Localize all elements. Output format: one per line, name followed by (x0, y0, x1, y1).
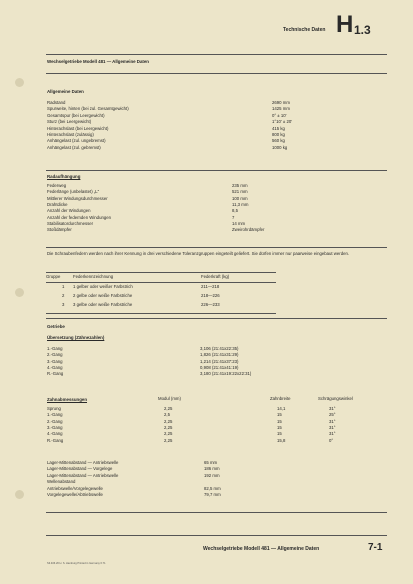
row-label: Drahtdicke (47, 201, 68, 207)
row-label: Gesamtspur (bei Leergewicht) (47, 112, 105, 118)
feder-cell: 1 gelber oder weißer Farbstrich (73, 284, 133, 289)
zahn-cell: 1.-Gang (47, 412, 63, 418)
zahn-header-1: Modul (mm) (158, 396, 181, 401)
row-label: Lager-Mittenabstand — Antriebswelle (47, 472, 119, 478)
row-value: 1425 mm (272, 106, 290, 112)
footer-rule (46, 535, 387, 536)
row-value: 7 (232, 214, 235, 220)
section-uebersetzung: Übersetzung (Zähnezahlen) (47, 335, 105, 340)
row-value: 8,5 (232, 208, 238, 214)
feder-cell: 2 gelbe oder weiße Farbstriche (73, 293, 133, 298)
feder-cell: 211—218 (201, 284, 220, 289)
zahn-cell: 31° (329, 431, 336, 437)
zahn-cell: 15,8 (277, 437, 286, 443)
zahn-cell: 31° (329, 406, 336, 411)
section-getriebe: Getriebe (47, 324, 65, 329)
row-label: R.-Gang (47, 371, 64, 377)
row-value: 3,106 (21:41x22:35) (200, 346, 239, 351)
row-value: 1°10' ± 20' (272, 119, 293, 125)
zahn-cell: 14,1 (277, 406, 286, 411)
divider (46, 170, 387, 171)
punch-hole (15, 288, 24, 297)
punch-hole (15, 78, 24, 87)
feder-cell: 2 (62, 293, 65, 298)
zahn-cell: 2,25 (164, 437, 173, 443)
row-value: 235 mm (232, 183, 248, 188)
zahn-cell: 2,25 (164, 406, 173, 411)
row-label: 2.-Gang (47, 352, 63, 358)
print-code: S3.406.20 H. S. Hamburg Printed in Germany 6.71 (47, 562, 106, 565)
zahn-cell: 15 (277, 431, 282, 437)
row-label: Wellenabstand (47, 479, 76, 485)
header-label: Technische Daten (283, 27, 326, 33)
section-allgemeine: Allgemeine Daten (47, 89, 84, 94)
row-value: 560 kg (272, 138, 285, 144)
footer-title: Wechselgetriebe Modell 481 — Allgemeine Daten (203, 546, 320, 552)
row-label: Radstand (47, 100, 66, 105)
row-label: Anhängelast (zul. gebremst) (47, 144, 101, 150)
row-label: Federlänge (unbelastet) „L" (47, 189, 100, 195)
doc-title: Wechselgetriebe Modell 481 — Allgemeine Daten (47, 59, 149, 64)
page-number: 7-1 (368, 542, 383, 553)
zahn-header-0: Zahnabmessungen (47, 397, 88, 402)
row-value: 14 mm (232, 220, 246, 226)
row-value: 0° ± 10' (272, 112, 287, 118)
punch-hole (15, 490, 24, 499)
divider (46, 247, 387, 248)
row-value: 82,5 mm (204, 485, 221, 491)
note-text: Die Schraubenfedern werden nach ihrer Kennung in drei verschiedene Toleranzgruppen eingeteilt geliefert. Sie dürfen immer nur paarweise eingebaut werden. (47, 251, 350, 256)
header-number: 1.3 (354, 23, 371, 37)
feder-cell: 218—226 (201, 293, 220, 298)
row-value: 11,3 mm (232, 201, 249, 207)
row-label: 1.-Gang (47, 346, 63, 351)
row-label: Stabilisatordurchmesser (47, 220, 94, 226)
row-value: 1,826 (21:41x31:29) (200, 352, 239, 358)
zahn-cell: 2,5 (164, 412, 170, 418)
zahn-cell: 31° (329, 424, 336, 430)
feder-cell: 3 (62, 302, 65, 307)
row-label: Mittlerer Windungsdurchmesser (47, 195, 108, 201)
row-label: Hinterachslast (bei Leergewicht) (47, 125, 109, 131)
row-label: Anzahl der Windungen (47, 208, 91, 214)
row-label: Antriebswelle/Vorgelegewelle (47, 485, 103, 491)
row-label: Anzahl der federnden Windungen (47, 214, 112, 220)
row-label: Hinterachslast (zulässig) (47, 132, 94, 137)
zahn-header-2: Zahnbreite (270, 396, 291, 401)
feder-cell: 3 gelbe oder weiße Farbstriche (73, 302, 133, 307)
section-radaufhaengung: Radaufhängung (47, 174, 81, 179)
feder-table (46, 272, 276, 314)
zahn-cell: 2,25 (164, 431, 173, 437)
row-value: 192 mm (204, 472, 220, 478)
feder-header-kennzeichnung: Federkennzeichnung (73, 274, 114, 279)
row-value: 521 mm (232, 189, 248, 195)
row-value: 100 mm (232, 195, 248, 201)
row-value: 3,180 (21:41x19:22x22:31) (200, 371, 252, 377)
row-value: 415 kg (272, 125, 285, 131)
zahn-cell: R.-Gang (47, 437, 64, 443)
feder-header-gruppe: Gruppe (46, 274, 61, 279)
zahn-cell: 2,25 (164, 424, 173, 430)
title-rule-top (46, 54, 387, 55)
divider (46, 318, 387, 319)
zahn-cell: 4.-Gang (47, 431, 63, 437)
feder-cell: 1 (62, 284, 65, 289)
row-label: Spurweite, hinten (bei zul. Gesamtgewicht) (47, 106, 129, 112)
divider (46, 512, 387, 513)
zahn-cell: 15 (277, 412, 282, 418)
zahn-cell: 31° (329, 418, 336, 424)
zahn-cell: 3.-Gang (47, 424, 63, 430)
row-label: Sturz (bei Leergewicht) (47, 119, 92, 125)
row-label: Lager-Mittenabstand — Antriebswelle (47, 460, 119, 465)
feder-header-kraft: Federkraft (kg) (201, 274, 230, 279)
row-value: 65 mm (204, 460, 218, 465)
row-value: 1,214 (21:41x37:23) (200, 358, 239, 364)
row-value: 800 kg (272, 132, 285, 137)
header-letter: H (336, 11, 354, 38)
zahn-header-3: Schrägungswinkel (318, 396, 353, 401)
zahn-cell: 15 (277, 418, 282, 424)
row-value: 2690 mm (272, 100, 290, 105)
zahn-cell: Sprung (47, 406, 61, 411)
title-rule-bottom (46, 73, 387, 74)
zahn-cell: 15 (277, 424, 282, 430)
row-label: Federweg (47, 183, 67, 188)
row-value: 1000 kg (272, 144, 288, 150)
row-value: 79,7 mm (204, 492, 221, 497)
zahn-cell: 2,25 (164, 418, 173, 424)
row-label: Anhängelast (zul. ungebremst) (47, 138, 106, 144)
zahn-cell: 25° (329, 412, 336, 418)
row-value: 186 mm (204, 466, 220, 472)
zahn-cell: 2.-Gang (47, 418, 63, 424)
row-label: 4.-Gang (47, 364, 63, 370)
row-value: Zweirohrdämpfer (232, 227, 265, 233)
row-value: 0,908 (21:41x41:19) (200, 364, 239, 370)
row-label: Vorgelegewelle/Abtriebswelle (47, 492, 103, 497)
row-label: Stoßdämpfer (47, 227, 72, 233)
zahn-cell: 0° (329, 437, 334, 443)
row-label: 3.-Gang (47, 358, 63, 364)
row-label: Lager-Mittenabstand — Vorgelege (47, 466, 113, 472)
feder-cell: 226—233 (201, 302, 220, 307)
